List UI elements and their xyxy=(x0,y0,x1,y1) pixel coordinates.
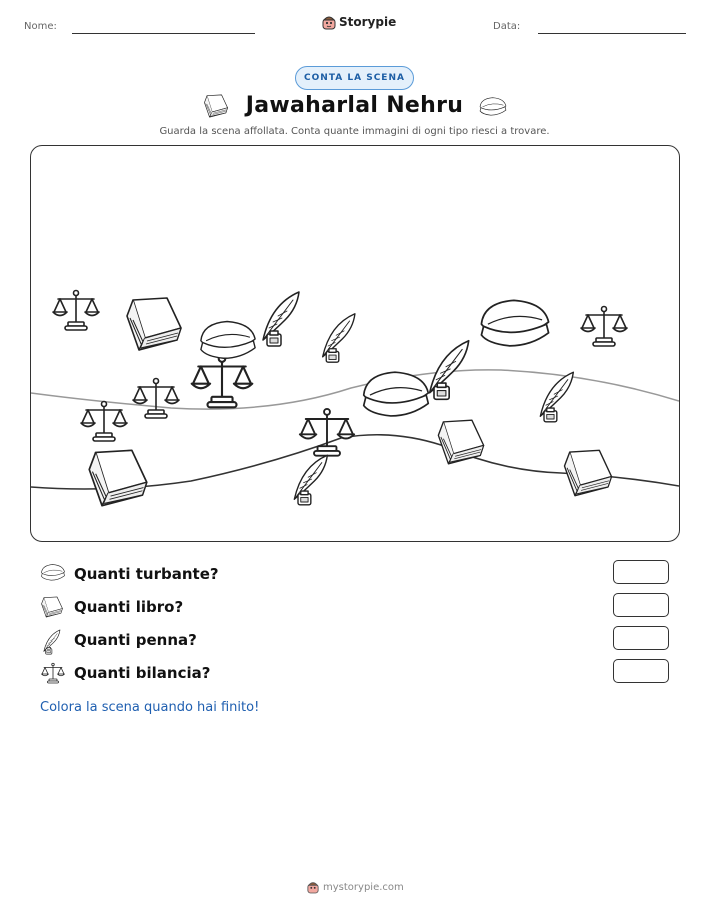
scales-icon xyxy=(131,376,181,420)
answer-box-pen[interactable] xyxy=(613,626,669,650)
book-icon xyxy=(561,448,615,498)
name-label: Nome: xyxy=(24,21,57,32)
question-row-pen xyxy=(40,629,670,653)
storypie-mascot-icon xyxy=(322,14,336,30)
quill-pen-icon xyxy=(533,370,577,424)
coloring-instruction: Colora la scena quando hai finito! xyxy=(40,700,260,715)
date-label: Data: xyxy=(493,21,521,32)
turban-icon xyxy=(477,296,553,348)
quill-pen-icon xyxy=(40,629,62,655)
answer-box-turban[interactable] xyxy=(613,560,669,584)
question-row-turban xyxy=(40,563,670,587)
storypie-mascot-icon xyxy=(307,880,319,894)
quill-pen-icon xyxy=(287,452,331,508)
question-row-book xyxy=(40,596,670,620)
turban-icon xyxy=(197,318,259,360)
date-field-line[interactable] xyxy=(538,33,686,34)
scales-icon xyxy=(297,406,357,458)
book-icon xyxy=(123,296,185,352)
scales-icon xyxy=(189,352,255,410)
answer-box-book[interactable] xyxy=(613,593,669,617)
question-text: Quanti bilancia? xyxy=(74,664,211,682)
footer-url[interactable]: mystorypie.com xyxy=(323,881,404,893)
question-text: Quanti penna? xyxy=(74,631,197,649)
scales-icon xyxy=(40,662,66,684)
answer-box-scales[interactable] xyxy=(613,659,669,683)
question-text: Quanti libro? xyxy=(74,598,184,616)
question-text: Quanti turbante? xyxy=(74,565,219,583)
turban-icon xyxy=(40,563,66,581)
question-row-scales xyxy=(40,662,670,686)
page-title: Jawaharlal Nehru xyxy=(245,93,464,118)
scales-icon xyxy=(79,399,129,443)
name-field-line[interactable] xyxy=(72,33,255,34)
quill-pen-icon xyxy=(255,290,303,348)
book-icon xyxy=(435,418,487,466)
book-icon xyxy=(40,596,64,618)
turban-icon xyxy=(478,96,508,116)
book-icon xyxy=(85,448,151,508)
instructions-text: Guarda la scena affollata. Conta quante immagini di ogni tipo riesci a trovare. xyxy=(159,126,550,137)
counting-scene xyxy=(30,145,680,542)
quill-pen-icon xyxy=(315,312,359,364)
brand-name: Storypie xyxy=(339,15,397,29)
activity-badge: CONTA LA SCENA xyxy=(295,66,414,90)
brand-logo xyxy=(322,14,396,30)
scales-icon xyxy=(579,304,629,348)
footer-brand xyxy=(307,880,404,894)
quill-pen-icon xyxy=(421,338,473,402)
scales-icon xyxy=(51,288,101,332)
